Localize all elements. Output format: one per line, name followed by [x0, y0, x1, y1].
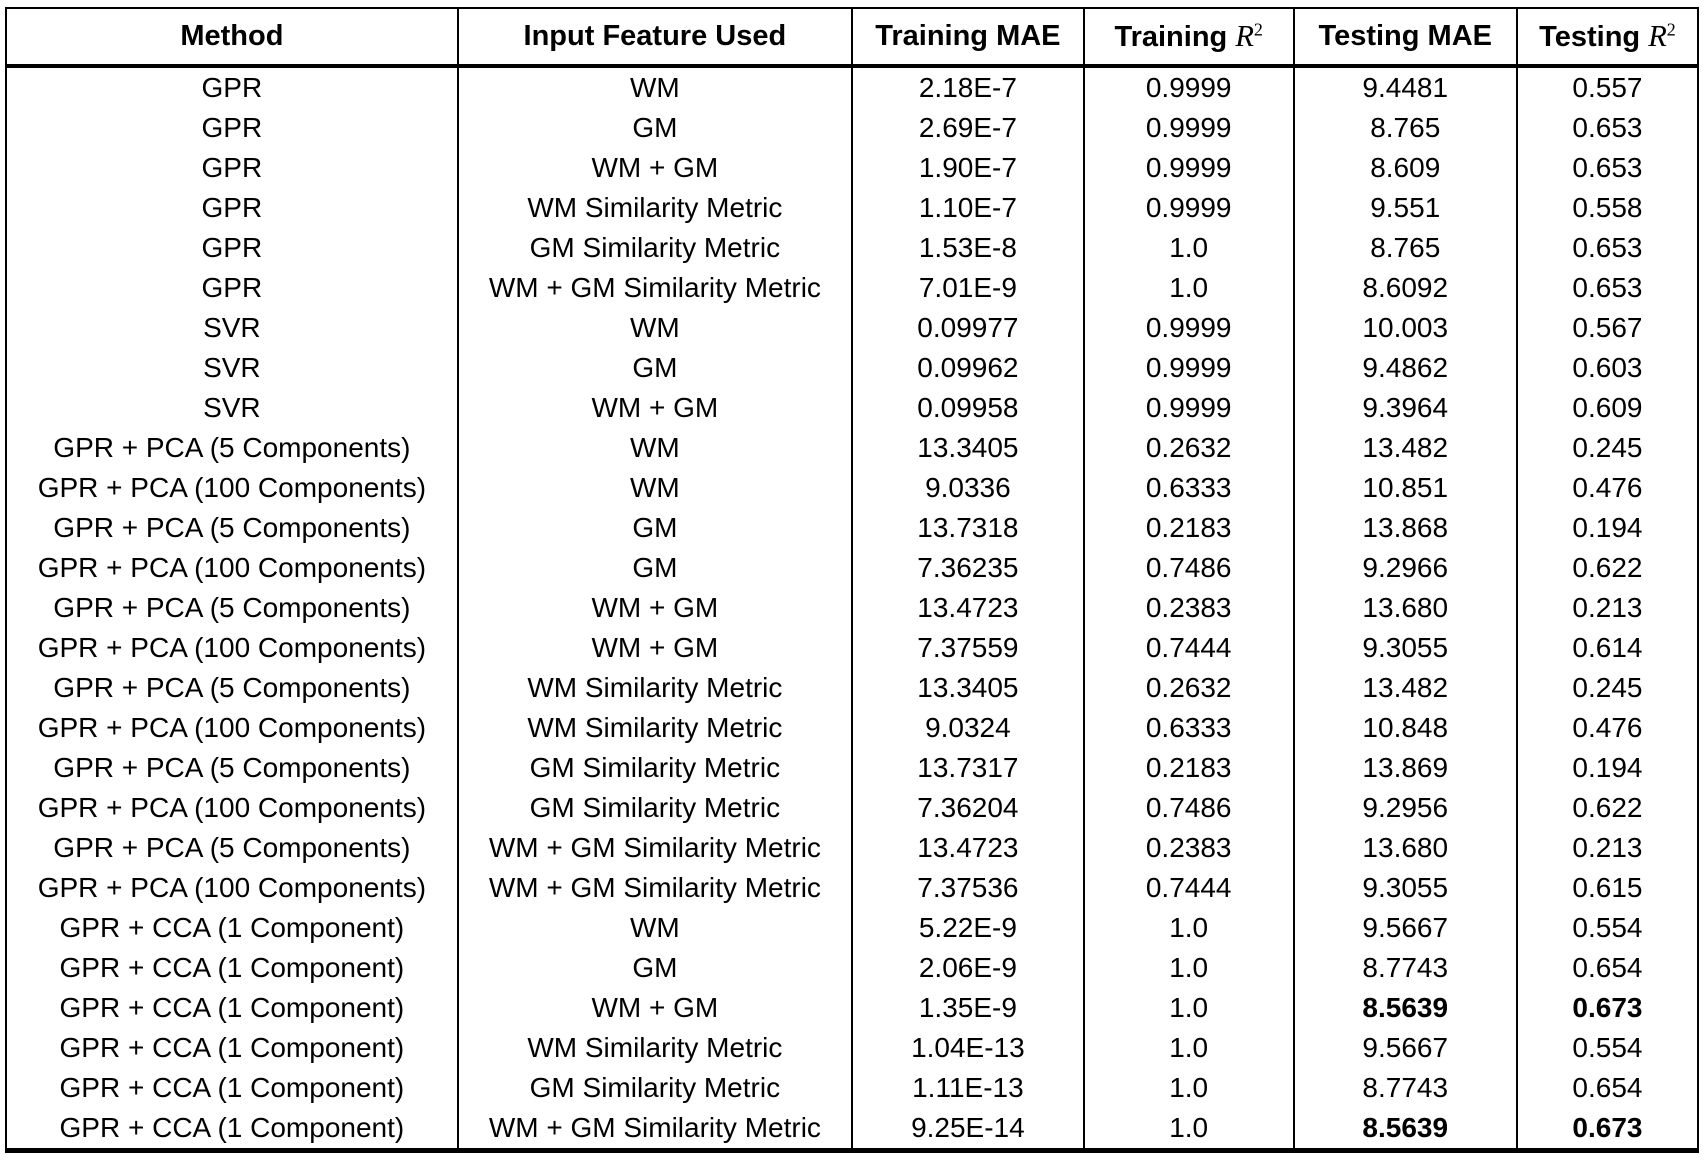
table-cell: 0.9999 [1084, 66, 1294, 108]
table-cell: 8.7743 [1294, 948, 1517, 988]
table-cell: 13.869 [1294, 748, 1517, 788]
table-cell: 0.673 [1517, 1108, 1698, 1151]
table-cell: 0.615 [1517, 868, 1698, 908]
table-cell: 0.9999 [1084, 308, 1294, 348]
table-cell: GM [458, 348, 852, 388]
table-cell: 0.2632 [1084, 428, 1294, 468]
column-header-training-r2: Training $R^2$ [1084, 8, 1294, 66]
table-cell: 8.7743 [1294, 1068, 1517, 1108]
table-cell: 13.482 [1294, 668, 1517, 708]
table-cell: SVR [203, 392, 261, 423]
table-cell: GM [458, 108, 852, 148]
table-cell: WM + GM [458, 148, 852, 188]
table-cell: GPR + CCA (1 Component) [59, 1072, 405, 1103]
table-cell: 0.6333 [1084, 708, 1294, 748]
table-cell: WM + GM Similarity Metric [458, 868, 852, 908]
table-cell: 13.868 [1294, 508, 1517, 548]
table-row [6, 188, 1698, 228]
table-cell: 0.2383 [1084, 828, 1294, 868]
table-cell: 13.680 [1294, 588, 1517, 628]
table-cell: 8.5639 [1294, 988, 1517, 1028]
table-cell: 13.4723 [852, 588, 1084, 628]
table-cell: GPR + PCA (100 Components) [37, 792, 427, 823]
table-cell: WM + GM Similarity Metric [458, 268, 852, 308]
table-cell: 8.765 [1294, 108, 1517, 148]
table-cell: 9.0324 [852, 708, 1084, 748]
table-row [6, 66, 1698, 108]
table-cell: 0.654 [1517, 948, 1698, 988]
table-cell: 0.213 [1517, 828, 1698, 868]
table-cell: WM Similarity Metric [458, 708, 852, 748]
table-cell: 0.476 [1517, 708, 1698, 748]
table-cell: 13.7318 [852, 508, 1084, 548]
table-cell: WM + GM [458, 988, 852, 1028]
table-cell: 0.194 [1517, 748, 1698, 788]
table-cell: 0.476 [1517, 468, 1698, 508]
table-row [6, 668, 1698, 708]
table-cell: 13.3405 [852, 428, 1084, 468]
table-cell: 0.9999 [1084, 148, 1294, 188]
column-header-input-feature: Input Feature Used [458, 8, 852, 66]
table-cell: WM Similarity Metric [458, 1028, 852, 1068]
table-cell: 0.673 [1517, 988, 1698, 1028]
table-cell: 0.9999 [1084, 188, 1294, 228]
table-cell: 5.22E-9 [852, 908, 1084, 948]
table-cell: 8.6092 [1294, 268, 1517, 308]
results-table [5, 7, 1699, 1153]
table-cell: 9.0336 [852, 468, 1084, 508]
table-cell: WM Similarity Metric [458, 668, 852, 708]
table-row [6, 788, 1698, 828]
table-cell: 1.0 [1084, 948, 1294, 988]
results-table-header [6, 8, 1698, 66]
table-cell: 1.04E-13 [852, 1028, 1084, 1068]
table-cell: GM [458, 508, 852, 548]
table-row [6, 148, 1698, 188]
table-cell: 0.558 [1517, 188, 1698, 228]
table-cell: 10.003 [1294, 308, 1517, 348]
table-cell: 0.245 [1517, 668, 1698, 708]
table-cell: 8.609 [1294, 148, 1517, 188]
table-row [6, 548, 1698, 588]
table-cell: 13.482 [1294, 428, 1517, 468]
table-cell: 1.90E-7 [852, 148, 1084, 188]
table-cell: GPR [201, 72, 263, 103]
table-cell: GPR + CCA (1 Component) [59, 1032, 405, 1063]
table-cell: GPR + PCA (100 Components) [37, 872, 427, 903]
table-cell: 9.4862 [1294, 348, 1517, 388]
table-cell: GM Similarity Metric [458, 788, 852, 828]
table-cell: 1.11E-13 [852, 1068, 1084, 1108]
results-table-body [6, 66, 1698, 1151]
table-cell: 0.653 [1517, 228, 1698, 268]
table-cell: 1.0 [1084, 1108, 1294, 1151]
table-cell: 7.36235 [852, 548, 1084, 588]
table-cell: 0.7486 [1084, 548, 1294, 588]
table-cell: 1.0 [1084, 1068, 1294, 1108]
table-cell: GPR [201, 112, 263, 143]
table-cell: GPR + PCA (5 Components) [53, 512, 411, 543]
table-cell: 10.848 [1294, 708, 1517, 748]
table-cell: 0.2183 [1084, 748, 1294, 788]
table-cell: WM [458, 308, 852, 348]
table-cell: WM + GM [458, 588, 852, 628]
table-cell: GPR + PCA (5 Components) [53, 752, 411, 783]
table-row [6, 108, 1698, 148]
table-row [6, 708, 1698, 748]
table-row [6, 388, 1698, 428]
table-cell: 1.0 [1084, 908, 1294, 948]
table-cell: 0.09958 [852, 388, 1084, 428]
table-cell: WM [458, 468, 852, 508]
table-row [6, 1068, 1698, 1108]
table-cell: WM [458, 908, 852, 948]
table-row [6, 588, 1698, 628]
table-cell: GPR + PCA (5 Components) [53, 592, 411, 623]
table-row [6, 988, 1698, 1028]
column-header-training-mae: Training MAE [852, 8, 1084, 66]
table-row [6, 1108, 1698, 1151]
table-cell: WM [458, 66, 852, 108]
table-row [6, 308, 1698, 348]
table-cell: WM Similarity Metric [458, 188, 852, 228]
table-cell: 2.06E-9 [852, 948, 1084, 988]
table-cell: GM Similarity Metric [458, 228, 852, 268]
table-cell: 0.554 [1517, 908, 1698, 948]
table-row [6, 348, 1698, 388]
table-cell: GPR + PCA (5 Components) [53, 432, 411, 463]
table-row [6, 1028, 1698, 1068]
table-cell: 0.9999 [1084, 388, 1294, 428]
table-cell: 0.554 [1517, 1028, 1698, 1068]
table-cell: GPR + PCA (100 Components) [37, 552, 427, 583]
table-cell: 9.551 [1294, 188, 1517, 228]
table-cell: 0.194 [1517, 508, 1698, 548]
table-cell: WM + GM [458, 628, 852, 668]
table-cell: GPR + CCA (1 Component) [59, 952, 405, 983]
table-row [6, 908, 1698, 948]
table-cell: 1.53E-8 [852, 228, 1084, 268]
column-header-testing-mae: Testing MAE [1294, 8, 1517, 66]
table-cell: 0.609 [1517, 388, 1698, 428]
table-cell: GM [458, 548, 852, 588]
table-cell: 9.3964 [1294, 388, 1517, 428]
results-table-container [5, 7, 1699, 1153]
table-cell: GM Similarity Metric [458, 1068, 852, 1108]
table-cell: 9.2966 [1294, 548, 1517, 588]
table-cell: 7.37559 [852, 628, 1084, 668]
table-cell: GPR + PCA (100 Components) [37, 632, 427, 663]
column-header-testing-r2: Testing $R^2$ [1517, 8, 1698, 66]
table-cell: GPR + CCA (1 Component) [59, 1112, 405, 1143]
table-cell: 0.614 [1517, 628, 1698, 668]
table-cell: 0.2183 [1084, 508, 1294, 548]
table-cell: 0.653 [1517, 268, 1698, 308]
table-row [6, 468, 1698, 508]
table-cell: GPR + PCA (100 Components) [37, 712, 427, 743]
table-cell: 1.10E-7 [852, 188, 1084, 228]
table-cell: 0.245 [1517, 428, 1698, 468]
table-cell: 9.25E-14 [852, 1108, 1084, 1151]
table-cell: 9.3055 [1294, 868, 1517, 908]
table-cell: 0.567 [1517, 308, 1698, 348]
table-cell: GPR [201, 272, 263, 303]
table-cell: SVR [203, 312, 261, 343]
table-cell: GPR [201, 152, 263, 183]
table-cell: 2.18E-7 [852, 66, 1084, 108]
table-cell: 1.35E-9 [852, 988, 1084, 1028]
table-cell: 0.9999 [1084, 108, 1294, 148]
table-cell: GM Similarity Metric [458, 748, 852, 788]
table-cell: 1.0 [1084, 268, 1294, 308]
table-cell: WM + GM Similarity Metric [458, 828, 852, 868]
header-row [6, 8, 1698, 66]
table-cell: 0.7444 [1084, 868, 1294, 908]
table-cell: 1.0 [1084, 228, 1294, 268]
table-cell: 0.622 [1517, 548, 1698, 588]
table-cell: 0.622 [1517, 788, 1698, 828]
table-cell: 8.765 [1294, 228, 1517, 268]
table-cell: 0.557 [1517, 66, 1698, 108]
table-cell: 13.3405 [852, 668, 1084, 708]
table-row [6, 268, 1698, 308]
table-cell: GPR [201, 192, 263, 223]
table-row [6, 828, 1698, 868]
table-cell: 0.7486 [1084, 788, 1294, 828]
table-cell: 9.2956 [1294, 788, 1517, 828]
table-cell: GPR [201, 232, 263, 263]
table-row [6, 948, 1698, 988]
table-cell: SVR [203, 352, 261, 383]
table-cell: 7.37536 [852, 868, 1084, 908]
table-cell: GPR + PCA (5 Components) [53, 832, 411, 863]
table-row [6, 868, 1698, 908]
table-cell: GPR + PCA (100 Components) [37, 472, 427, 503]
table-cell: 7.36204 [852, 788, 1084, 828]
table-cell: WM + GM [458, 388, 852, 428]
table-cell: 0.2632 [1084, 668, 1294, 708]
table-cell: WM [458, 428, 852, 468]
table-cell: 9.4481 [1294, 66, 1517, 108]
table-row [6, 428, 1698, 468]
table-cell: 0.654 [1517, 1068, 1698, 1108]
table-cell: 9.3055 [1294, 628, 1517, 668]
column-header-method: Method [6, 8, 458, 66]
table-row [6, 508, 1698, 548]
table-cell: 0.7444 [1084, 628, 1294, 668]
table-cell: 13.7317 [852, 748, 1084, 788]
table-row [6, 228, 1698, 268]
table-cell: GM [458, 948, 852, 988]
table-cell: 1.0 [1084, 988, 1294, 1028]
table-cell: 0.653 [1517, 148, 1698, 188]
table-cell: WM + GM Similarity Metric [458, 1108, 852, 1151]
table-cell: 13.4723 [852, 828, 1084, 868]
table-cell: 0.603 [1517, 348, 1698, 388]
table-cell: 10.851 [1294, 468, 1517, 508]
table-cell: 9.5667 [1294, 1028, 1517, 1068]
table-cell: 8.5639 [1294, 1108, 1517, 1151]
table-cell: 0.9999 [1084, 348, 1294, 388]
table-cell: 1.0 [1084, 1028, 1294, 1068]
table-cell: GPR + CCA (1 Component) [59, 992, 405, 1023]
table-cell: 0.2383 [1084, 588, 1294, 628]
table-cell: 0.09977 [852, 308, 1084, 348]
table-row [6, 748, 1698, 788]
table-cell: 2.69E-7 [852, 108, 1084, 148]
table-cell: GPR + PCA (5 Components) [53, 672, 411, 703]
table-cell: 7.01E-9 [852, 268, 1084, 308]
table-cell: 0.09962 [852, 348, 1084, 388]
table-cell: 0.6333 [1084, 468, 1294, 508]
table-row [6, 628, 1698, 668]
table-cell: 0.653 [1517, 108, 1698, 148]
table-cell: 13.680 [1294, 828, 1517, 868]
table-cell: 0.213 [1517, 588, 1698, 628]
table-cell: 9.5667 [1294, 908, 1517, 948]
table-cell: GPR + CCA (1 Component) [59, 912, 405, 943]
